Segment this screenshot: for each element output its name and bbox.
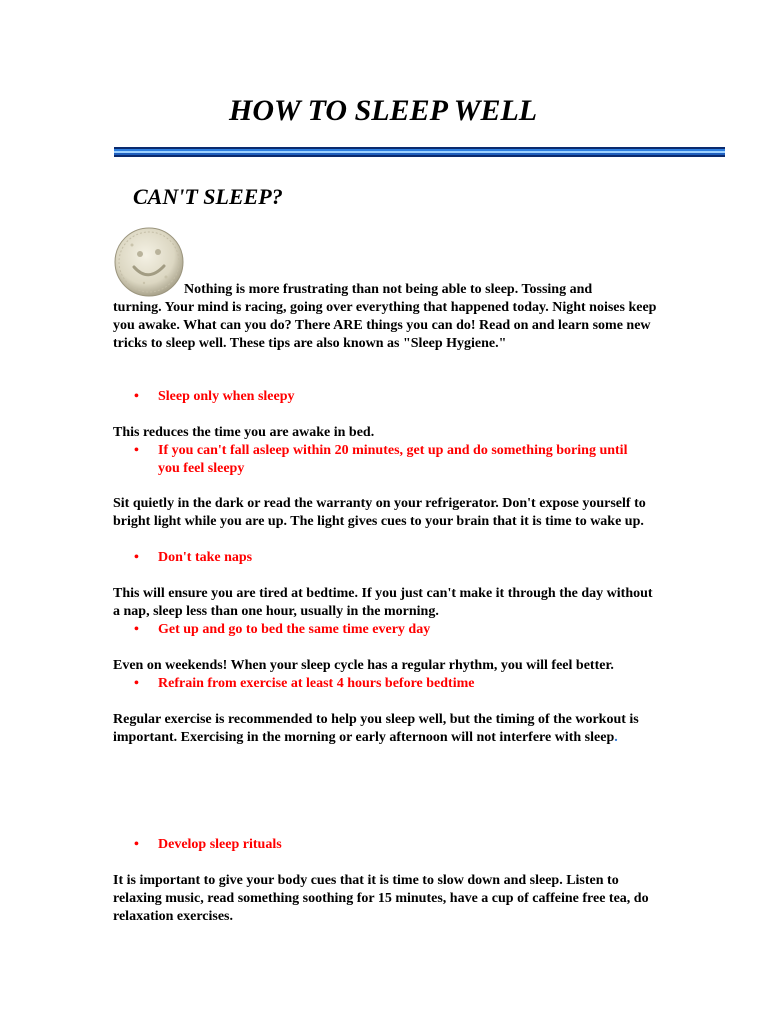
- bullet-marker: •: [134, 676, 139, 691]
- bullet-marker: •: [134, 389, 139, 404]
- tip-heading: [134, 388, 644, 406]
- bullet-marker: •: [134, 443, 139, 458]
- tip-heading: [134, 675, 644, 693]
- tip-heading-label: Refrain from exercise at least 4 hours before bedtime: [158, 676, 475, 691]
- bullet-marker: •: [134, 622, 139, 637]
- tip-heading: [134, 549, 644, 567]
- bullet-marker: •: [134, 837, 139, 852]
- title-divider: [114, 147, 725, 157]
- intro-first-line: Nothing is more frustrating than not being able to sleep. Tossing and: [184, 282, 593, 297]
- tip-heading: [134, 836, 644, 854]
- tip-heading: [134, 621, 644, 639]
- tip-text: [113, 711, 658, 747]
- intro-paragraph: turning. Your mind is racing, going over everything that happened today. Night noises keep you awake. What can you do? There ARE things you can do! Read on and learn some new tricks to sleep well. These tips are also known as "Sleep Hygiene.": [113, 300, 657, 351]
- tip-text: This will ensure you are tired at bedtime. If you just can't make it through the day without a nap, sleep less than one hour, usually in the morning.: [113, 586, 653, 619]
- tip-heading-label: Get up and go to bed the same time every day: [158, 622, 431, 637]
- tip-heading-label: If you can't fall asleep within 20 minutes, get up and do something boring until you feel sleepy: [158, 443, 628, 476]
- trailing-period: .: [614, 730, 618, 745]
- tip-text: It is important to give your body cues that it is time to slow down and sleep. Listen to relaxing music, read something soothing for 15 minutes, have a cup of caffeine free tea, do relaxation exercises.: [113, 873, 649, 924]
- tip-text: This reduces the time you are awake in bed.: [113, 425, 375, 440]
- tip-heading-label: Sleep only when sleepy: [158, 389, 295, 404]
- tip-text: Sit quietly in the dark or read the warranty on your refrigerator. Don't expose yourself to bright light while you are up. The light gives cues to your brain that it is time to wake up.: [113, 496, 646, 529]
- tip-heading-label: Don't take naps: [158, 550, 253, 565]
- section-heading: CAN'T SLEEP?: [133, 184, 283, 209]
- tip-heading: [134, 442, 644, 478]
- tip-heading-label: Develop sleep rituals: [158, 837, 282, 852]
- tip-text: Even on weekends! When your sleep cycle has a regular rhythm, you will feel better.: [113, 658, 614, 673]
- tip-text-body: Regular exercise is recommended to help you sleep well, but the timing of the workout is important. Exercising in the morning or early afternoon will not interfere with sleep: [113, 712, 639, 745]
- bullet-marker: •: [134, 550, 139, 565]
- page-title: HOW TO SLEEP WELL: [229, 94, 538, 127]
- smiley-coin-icon: [114, 227, 184, 297]
